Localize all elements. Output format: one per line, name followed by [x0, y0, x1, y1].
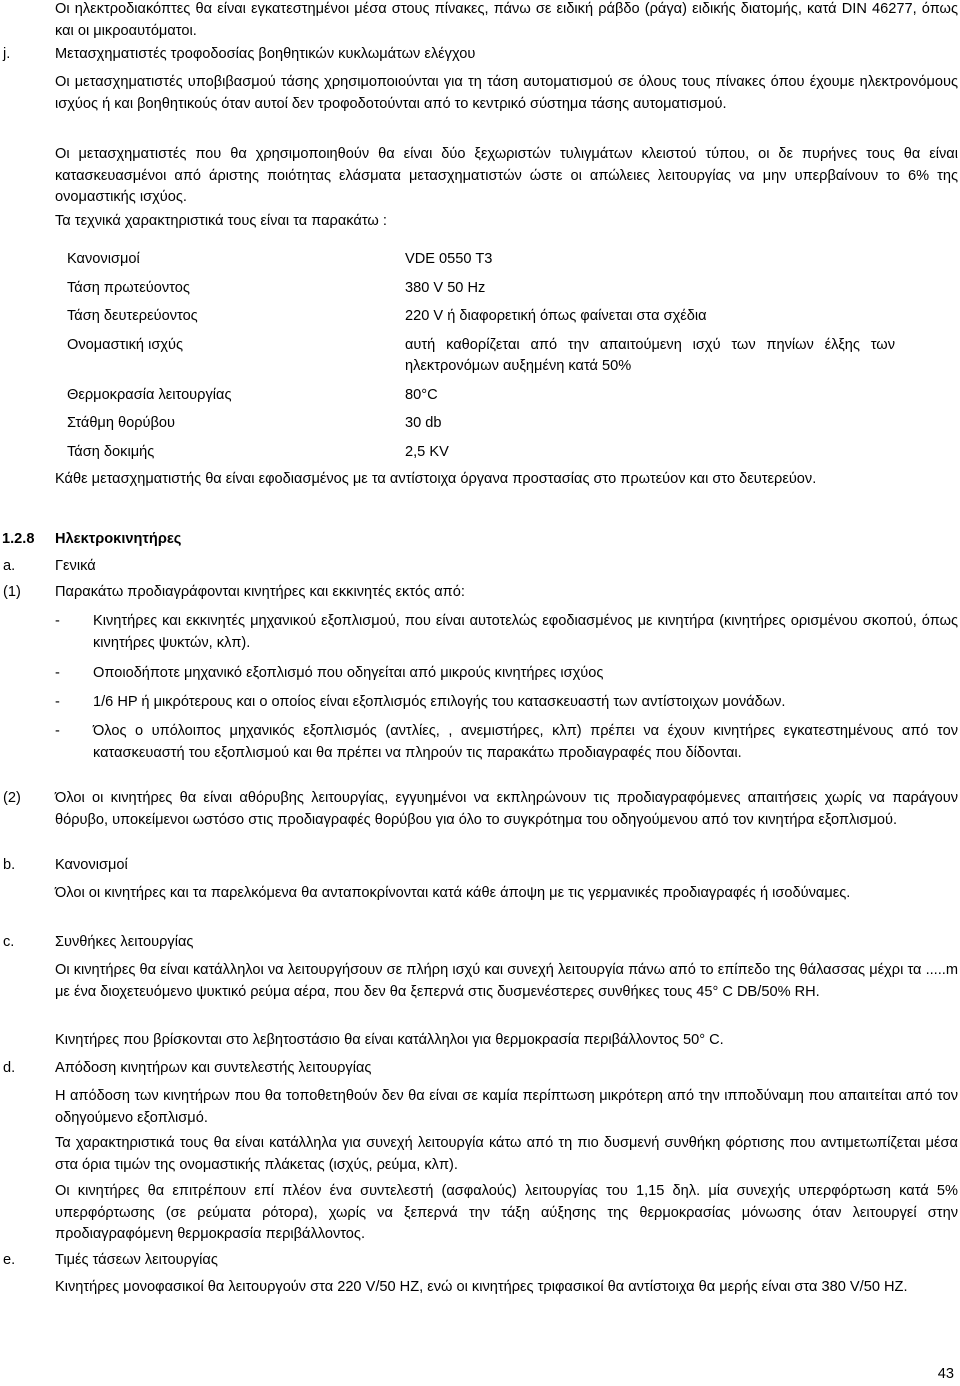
table-row — [62, 272, 895, 301]
spec-label: Στάθμη θορύβου — [67, 415, 176, 431]
bullet-dash: - — [55, 665, 60, 681]
subsection-b-text: Όλοι οι κινητήρες και τα παρελκόμενα θα ανταποκρίνονται κατά κάθε άποψη με τις γερμανικές προδιαγραφές ή ισοδύναμες. — [55, 885, 851, 901]
table-row — [62, 436, 895, 465]
subsection-e-title: Τιμές τάσεων λειτουργίας — [55, 1252, 218, 1268]
spec-value: 220 V ή διαφορετική όπως φαίνεται στα σχέδια — [405, 308, 707, 324]
section-j-title: Μετασχηματιστές τροφοδοσίας βοηθητικών κυκλωμάτων ελέγχου — [55, 46, 476, 62]
table-row — [62, 329, 895, 379]
spec-label: Κανονισμοί — [67, 251, 140, 267]
subsection-d-text-1: Η απόδοση των κινητήρων που θα τοποθετηθούν δεν θα είναι σε καμία περίπτωση μικρότερη από την ιπποδύναμη που απαιτείται από τον οδηγούμενο εξοπλισμό. — [55, 1088, 958, 1126]
page-number: 43 — [937, 1366, 954, 1382]
section-number: 1.2.8 — [2, 531, 35, 547]
specs-intro: Τα τεχνικά χαρακτηριστικά τους είναι τα παρακάτω : — [55, 213, 387, 229]
subsection-c-marker: c. — [3, 934, 15, 950]
table-row — [62, 379, 895, 408]
item-2-marker: (2) — [3, 790, 21, 806]
item-2-text: Όλοι οι κινητήρες θα είναι αθόρυβης λειτουργίας, εγγυημένοι να εκπληρώνουν τις προδιαγραφόμενες απαιτήσεις χωρίς να παράγουν θόρυβο, υποκείμενοι ωστόσο στις προδιαγραφές θορύβου για όλο το συγκρότημα του οδηγούμενου από τον κινητήρα εξοπλισμού. — [55, 790, 958, 828]
list-item: Κινητήρες και εκκινητές μηχανικού εξοπλισμού, που είναι αυτοτελώς εφοδιασμένος με κινητήρα (κινητήρες ορισμένου σκοπού, όπως κινητήρες ψυκτών, κλπ). — [93, 613, 958, 651]
subsection-d-text-3: Οι κινητήρες θα επιτρέπουν επί πλέον ένα συντελεστή (ασφαλούς) λειτουργίας του 1,15 δηλ. μία συνεχής υπερφόρτωση κατά 5% υπερφόρτωσης (σε ρεύματα ρότορα), χωρίς να ξεπερνά την τάξη αύξησης της θερμοκρασίας μόνωσης όταν λειτουργεί στην προδιαγραφόμενη θερμοκρασία περιβάλλοντος. — [55, 1183, 958, 1242]
spec-value: αυτή καθορίζεται από την απαιτούμενη ισχύ των πηνίων έλξης των ηλεκτρονόμων αυξημένη κατά 50% — [405, 336, 895, 374]
section-j-marker: j. — [3, 46, 11, 62]
subsection-a-title: Γενικά — [55, 558, 96, 574]
section-j-closing: Κάθε μετασχηματιστής θα είναι εφοδιασμένος με τα αντίστοιχα όργανα προστασίας στο πρωτεύον και στο δευτερεύον. — [55, 471, 817, 487]
spec-label: Ονομαστική ισχύς — [67, 336, 184, 353]
subsection-e-marker: e. — [3, 1252, 16, 1268]
spec-label: Τάση δοκιμής — [67, 443, 155, 460]
table-row — [62, 243, 895, 272]
subsection-d-title: Απόδοση κινητήρων και συντελεστής λειτουργίας — [55, 1060, 372, 1076]
spec-value: 380 V 50 Hz — [405, 279, 486, 296]
list-item: 1/6 HP ή μικρότερους και ο οποίος είναι εξοπλισμός επιλογής του κατασκευαστή των αντίστοιχων μονάδων. — [93, 694, 786, 710]
spec-value: 80°C — [405, 386, 438, 403]
spec-value: 2,5 KV — [405, 443, 449, 460]
bullet-dash: - — [55, 694, 60, 710]
subsection-c-title: Συνθήκες λειτουργίας — [55, 934, 194, 950]
subsection-c-text-1: Οι κινητήρες θα είναι κατάλληλοι να λειτουργήσουν σε πλήρη ισχύ και συνεχή λειτουργία πάνω από το επίπεδο της θάλασσας μέχρι τα .....m με ένα διοχετευόμενο ψυκτικό ρεύμα αέρα, που δεν θα ξεπερνά στις δυσμενέστερες συνθήκες τους 45° C DB/50% RH. — [55, 962, 958, 1000]
subsection-c-text-2: Κινητήρες που βρίσκονται στο λεβητοστάσιο θα είναι κατάλληλοι για θερμοκρασία περιβάλλοντος 50° C. — [55, 1032, 724, 1048]
item-1-marker: (1) — [3, 584, 21, 600]
section-title: Ηλεκτροκινητήρες — [55, 531, 182, 547]
specs-table — [62, 243, 895, 464]
subsection-d-marker: d. — [3, 1060, 16, 1076]
subsection-d-text-2: Τα χαρακτηριστικά τους θα είναι κατάλληλα για συνεχή λειτουργία κάτω από τη πιο δυσμενή συνθήκη φόρτισης που αντιμετωπίζεται μέσα στα όρια τιμών της ονομαστικής πλάκετας (ισχύς, ρεύμα, κλπ). — [55, 1135, 958, 1173]
subsection-e-text: Κινητήρες μονοφασικοί θα λειτουργούν στα 220 V/50 HZ, ενώ οι κινητήρες τριφασικοί θα αντίστοιχα θα μερής είναι στα 380 V/50 HZ. — [55, 1279, 908, 1295]
section-j-paragraph-2: Οι μετασχηματιστές που θα χρησιμοποιηθούν θα είναι δύο ξεχωριστών τυλιγμάτων κλειστού τύπου, οι δε πυρήνες τους θα είναι κατασκευασμένοι από άριστης ποιότητας ελάσματα μετασχηματιστών ώστε οι απώλειες λειτουργίας να μην υπερβαίνουν το 6% της ονομαστικής ισχύος. — [55, 146, 958, 205]
list-item: Οποιοδήποτε μηχανικό εξοπλισμό που οδηγείται από μικρούς κινητήρες ισχύος — [93, 665, 604, 681]
bullet-dash: - — [55, 723, 60, 739]
bullet-dash: - — [55, 613, 60, 629]
spec-label: Θερμοκρασία λειτουργίας — [67, 386, 232, 403]
section-j-paragraph-1: Οι μετασχηματιστές υποβιβασμού τάσης χρησιμοποιούνται για τη τάση αυτοματισμού σε όλους τους πίνακες όπου έχουμε ηλεκτρονόμους ισχύος ή και βοηθητικούς όταν αυτοί δεν τροφοδοτούνται από το κεντρικό σύστημα τάσης αυτοματισμού. — [55, 74, 958, 112]
table-row — [62, 300, 895, 329]
intro-paragraph: Οι ηλεκτροδιακόπτες θα είναι εγκατεστημένοι μέσα στους πίνακες, πάνω σε ειδική ράβδο (ράγα) ειδικής διατομής, κατά DIN 46277, όπως και οι μικροαυτόματοι. — [55, 1, 958, 39]
subsection-b-title: Κανονισμοί — [55, 857, 128, 873]
spec-value: 30 db — [405, 415, 442, 431]
spec-label: Τάση δευτερεύοντος — [67, 308, 198, 324]
subsection-a-marker: a. — [3, 558, 16, 574]
item-1-text: Παρακάτω προδιαγράφονται κινητήρες και εκκινητές εκτός από: — [55, 584, 465, 600]
spec-value: VDE 0550 T3 — [405, 251, 493, 267]
spec-label: Τάση πρωτεύοντος — [67, 279, 190, 296]
list-item: Όλος ο υπόλοιπος μηχανικός εξοπλισμός (αντλίες, , ανεμιστήρες, κλπ) πρέπει να έχουν κινητήρες εγκατεστημένους από τον κατασκευαστή του εξοπλισμού και θα πρέπει να πληρούν τις παρακάτω προδιαγραφές που δίδονται. — [93, 723, 958, 761]
subsection-b-marker: b. — [3, 857, 16, 873]
table-row — [62, 407, 895, 436]
